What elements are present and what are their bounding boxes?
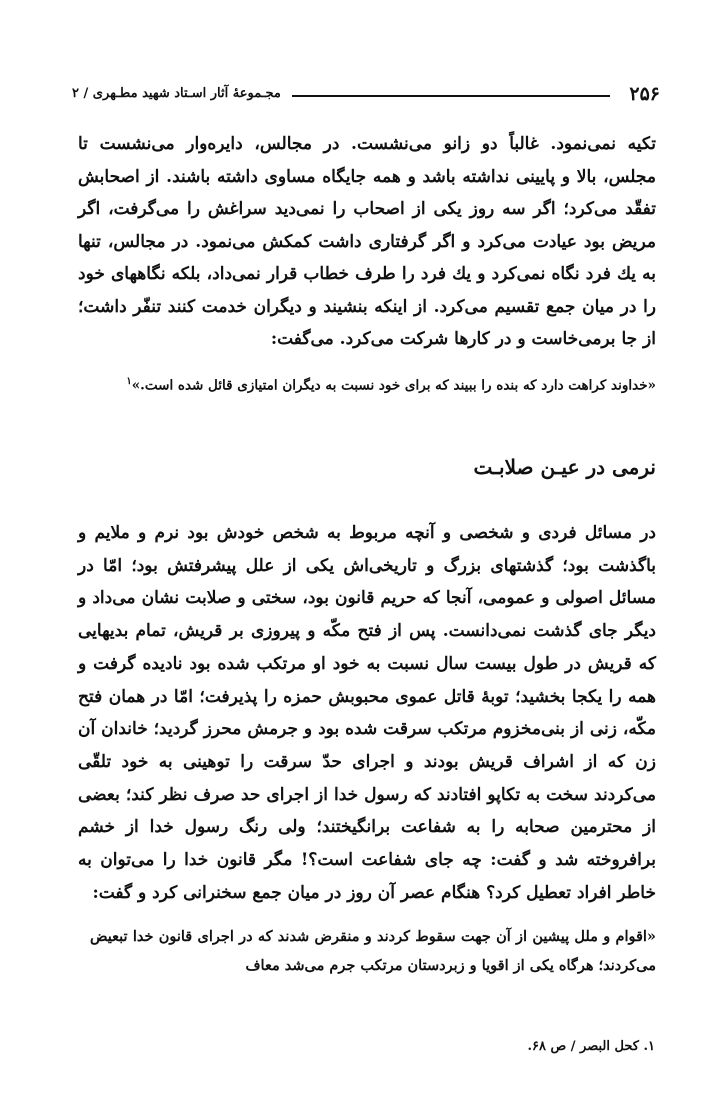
footnote-reference: ۱ bbox=[126, 376, 132, 387]
header-rule bbox=[292, 95, 610, 97]
body-paragraph-2: در مسائل فردی و شخصی و آنچه مربوط به شخص خودش بود نرم و ملایم و باگذشت بود؛ گذشتهای بزرگ و تاریخی‌اش یکی از علل پیشرفتش بود؛ امّا در مسائل اصولی و عمومی، آنجا که حریم قانون بود، سختی و صلابت نشان می‌داد و دیگر جای گذشت نمی‌دانست. پس از فتح مکّه و پیروزی بر قریش، تمام بدیهایی که قریش در طول بیست سال نسبت به خود او مرتکب شده بود نادیده گرفت و همه را یکجا بخشید؛ توبهٔ قاتل عموی محبوبش حمزه را پذیرفت؛ امّا در همان فتح مکّه، زنی از بنی‌مخزوم مرتکب سرقت شده بود و جرمش محرز گردید؛ خاندان آن زن که از اشراف قریش بودند و اجرای حدّ سرقت را توهینی به خود تلقّی می‌کردند سخت به تکاپو افتادند که رسول خدا از اجرای حد صرف نظر کند؛ بعضی از محترمین صحابه را به شفاعت برانگیختند؛ ولی رنگ رسول خدا از خشم برافروخته شد و گفت: چه جای شفاعت است؟! مگر قانون خدا را می‌توان به خاطر افراد تعطیل کرد؟ هنگام عصر آن روز در میان جمع سخنرانی کرد و گفت: bbox=[78, 523, 656, 903]
page-number: ۲۵۶ bbox=[629, 83, 660, 105]
running-title: مجـموعهٔ آثار اسـتاد شهید مطـهری / ۲ bbox=[72, 84, 287, 104]
page-header bbox=[72, 82, 660, 108]
footnote: ۱. کحل البصر / ص ۶۸. bbox=[527, 1039, 655, 1054]
quote-1 bbox=[98, 369, 656, 399]
body-paragraph-1: تکیه نمی‌نمود. غالباً دو زانو می‌نشست. در مجالس، دایره‌وار می‌نشست تا مجلس، بالا و پایینی نداشته باشد و همه جایگاه مساوی داشته باشند. از اصحابش تفقّد می‌کرد؛ اگر سه روز یکی از اصحاب را نمی‌دید سراغش را می‌گرفت، اگر مریض بود عیادت می‌کرد و اگر گرفتاری داشت کمکش می‌نمود. در مجالس، تنها به یك فرد نگاه نمی‌کرد و یك فرد را طرف خطاب قرار نمی‌داد، بلکه نگاههای خود را در میان جمع تقسیم می‌کرد. از اینکه بنشیند و دیگران خدمت کنند تنفّر داشت؛ از جا برمی‌خاست و در کارها شرکت می‌کرد. می‌گفت: bbox=[78, 134, 656, 349]
quote-1-text: «خداوند کراهت دارد که بنده را ببیند که برای خود نسبت به دیگران امتیازی قائل شده است.» bbox=[131, 377, 656, 394]
quote-2: «اقوام و ملل پیشین از آن جهت سقوط کردند و منقرض شدند که در اجرای قانون خدا تبعیض می‌کردند؛ هرگاه یکی از اقویا و زبردستان مرتکب جرم می‌شد معاف bbox=[90, 928, 656, 974]
section-heading: نرمی در عیـن صلابـت bbox=[473, 455, 656, 479]
